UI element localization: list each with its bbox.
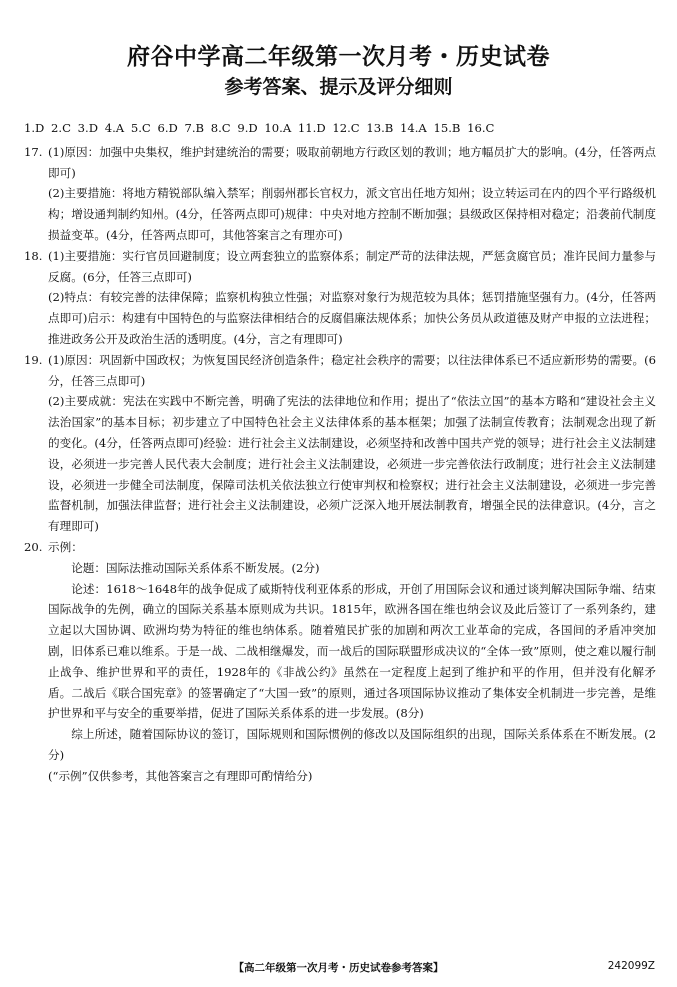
footer-code: 242099Z: [607, 960, 655, 972]
footer-title: 【高二年级第一次月考・历史试卷参考答案】: [233, 962, 444, 974]
answer-body: [24, 118, 656, 787]
multiple-choice-answers: 1.D 2.C 3.D 4.A 5.C 6.D 7.B 8.C 9.D 10.A 11.D 12.C 13.B 14.A 15.B 16.C: [24, 121, 495, 135]
question-20: [24, 537, 656, 787]
q17-part2: (2)主要措施：将地方精锐部队编入禁军；削弱州郡长官权力，派文官出任地方知州；设立转运司在内的四个平行路级机构；增设通判制约知州。(4分，任答两点即可)规律：中央对地方控制不断加强；县级政区保持相对稳定；沿袭前代制度损益变革。(4分，任答两点即可，其他答案言之有理亦可): [48, 186, 656, 242]
q20-argument: 论述：1618～1648年的战争促成了威斯特伐利亚体系的形成，开创了用国际会议和通过谈判解决国际争端、结束国际战争的先例，确立的国际关系基本原则成为共识。1815年，欧洲各国在维也纳会议及此后签订了一系列条约，建立起以大国协调、欧洲均势为特征的维也纳体系。随着殖民扩张的加剧和两次工业革命的完成，各国间的矛盾冲突加剧，旧体系已难以维系。于是一战、二战相继爆发，而一战后的国际联盟形成决议的“全体一致”原则，使之难以履行制止战争、维护世界和平的责任，1928年的《非战公约》虽然在一定程度上起到了维护和平的作用，但并没有化解矛盾。二战后《联合国宪章》的签署确定了“大国一致”的原则，通过各项国际协议推动了集体安全机制进一步完善，是维护世界和平与安全的重要举措，促进了国际关系体系的进一步发展。(8分): [48, 581, 656, 721]
question-17: [24, 142, 656, 246]
document-subtitle: 参考答案、提示及评分细则: [224, 76, 453, 98]
q18-part1: (1)主要措施：实行官员回避制度；设立两套独立的监察体系；制定严苛的法律法规，严惩贪腐官员；准许民间力量参与反腐。(6分，任答三点即可): [48, 248, 656, 284]
question-number: 18.: [24, 248, 43, 263]
question-18: [24, 246, 656, 350]
q19-part1: (1)原因：巩固新中国政权；为恢复国民经济创造条件；稳定社会秩序的需要；以往法律体系已不适应新形势的需要。(6分，任答三点即可): [48, 352, 657, 388]
q20-note: (“示例”仅供参考，其他答案言之有理即可酌情给分): [48, 768, 313, 783]
question-number: 20.: [24, 539, 43, 554]
question-number: 19.: [24, 352, 43, 367]
question-number: 17.: [24, 144, 43, 159]
q17-part1: (1)原因：加强中央集权，维护封建统治的需要；吸取前朝地方行政区划的教训；地方幅员扩大的影响。(4分，任答两点即可): [48, 144, 657, 180]
document-title: 府谷中学高二年级第一次月考・历史试卷: [127, 44, 550, 70]
q19-part2: (2)主要成就：宪法在实践中不断完善，明确了宪法的法律地位和作用；提出了“依法立国”的基本方略和“建设社会主义法治国家”的基本目标；初步建立了中国特色社会主义法律体系的基本框架；加强了法制宣传教育；法制观念出现了新的变化。(4分，任答两点即可)经验：进行社会主义法制建设，必须坚持和改善中国共产党的领导；进行社会主义法制建设，必须进一步完善人民代表大会制度；进行社会主义法制建设，必须进一步完善依法行政制度；进行社会主义法制建设，必须进一步健全司法制度，保障司法机关依法独立行使审判权和检察权；进行社会主义法制建设，必须进一步完善监督机制，加强法律监督；进行社会主义法制建设，必须广泛深入地开展法制教育，增强全民的法律意识。(4分，言之有理即可): [48, 394, 656, 534]
q20-thesis: 论题：国际法推动国际关系体系不断发展。(2分): [71, 560, 320, 575]
q20-conclusion: 综上所述，随着国际协议的签订，国际规则和国际惯例的修改以及国际组织的出现，国际关系体系在不断发展。(2分): [48, 727, 656, 762]
question-19: [24, 350, 656, 537]
q20-label: 示例：: [48, 539, 83, 554]
q18-part2: (2)特点：有较完善的法律保障；监察机构独立性强；对监察对象行为规范较为具体；惩罚措施坚强有力。(4分，任答两点即可)启示：构建有中国特色的与监察法律相结合的反腐倡廉法规体系；加快公务员从政道德及财产申报的立法进程；推进政务公开及政治生活的透明度。(4分，言之有理即可): [48, 290, 657, 346]
